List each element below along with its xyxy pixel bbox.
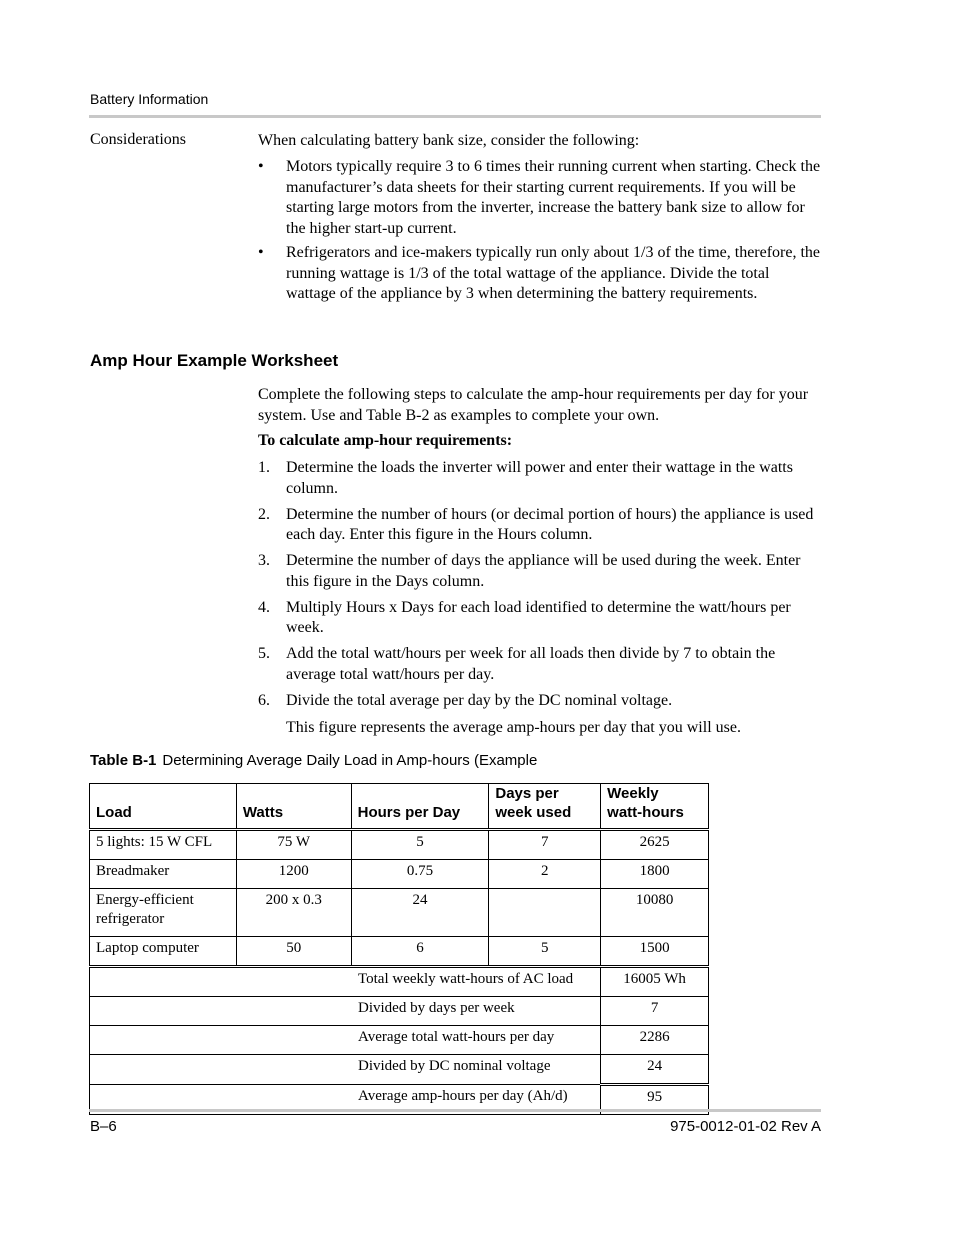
summary-value: 7 [601,997,709,1026]
step-item: 1. Determine the loads the inverter will power and enter their wattage in the watts column. [258,459,793,497]
table-caption [90,752,537,769]
summary-value: 2286 [601,1026,709,1055]
cell-weekly: 1500 [601,937,709,967]
header-rule [89,115,821,118]
summary-label: Divided by DC nominal voltage [90,1055,601,1085]
cell-hours: 6 [351,937,489,967]
step-item: 5. Add the total watt/hours per week for all loads then divide by 7 to obtain the average total watt/hours per day. [258,645,776,683]
step-item: 3. Determine the number of days the appliance will be used during the week. Enter this figure in the Days column. [258,552,801,590]
cell-watts: 1200 [236,860,351,889]
cell-weekly: 2625 [601,830,709,860]
cell-watts: 200 x 0.3 [236,889,351,937]
cell-days: 2 [489,860,601,889]
cell-days: 7 [489,830,601,860]
load-table [89,783,709,1115]
summary-value: 24 [601,1055,709,1085]
running-header: Battery Information [90,91,209,107]
considerations-intro: When calculating battery bank size, consider the following: [258,132,640,149]
considerations-bullets [258,157,821,309]
col-header-days: Days per week used [489,784,601,830]
bullet-item: • Refrigerators and ice-makers typically run only about 1/3 of the time, therefore, the running wattage is 1/3 of the total wattage of the appliance. Divide the total wattage of the appliance by 3 when determining the battery requirements. [258,244,821,302]
cell-days [489,889,601,937]
summary-value: 16005 Wh [601,967,709,997]
cell-hours: 0.75 [351,860,489,889]
cell-hours: 24 [351,889,489,937]
table-row [90,830,709,860]
cell-weekly: 1800 [601,860,709,889]
table-header-row [90,784,709,830]
bullet-item: • Motors typically require 3 to 6 times their running current when starting. Check the manufacturer’s data sheets for their starting current requirements. If you will be starting large motors from the inverter, increase the battery bank size to allow for the higher start-up current. [258,158,821,237]
considerations-label: Considerations [90,131,186,148]
section-heading: Amp Hour Example Worksheet [90,351,339,370]
table-row [90,889,709,937]
table-caption-label: Table B-1 [90,752,157,769]
cell-hours: 5 [351,830,489,860]
table-row [90,937,709,967]
document-number: 975-0012-01-02 Rev A [670,1118,821,1135]
col-header-weekly: Weekly watt-hours [601,784,709,830]
bullet-icon: • [258,158,264,175]
summary-row [90,967,709,997]
table-row [90,860,709,889]
cell-weekly: 10080 [601,889,709,937]
bullet-icon: • [258,244,264,261]
footer-rule [89,1109,821,1112]
summary-label: Divided by days per week [90,997,601,1026]
col-header-watts: Watts [236,784,351,830]
table-caption-text: Determining Average Daily Load in Amp-hours (Example [162,752,538,769]
step-item: 2. Determine the number of hours (or decimal portion of hours) the appliance is used each day. Enter this figure in the Hours column. [258,505,814,543]
step-note: This figure represents the average amp-hours per day that you will use. [286,719,741,736]
summary-label: Average amp-hours per day (Ah/d) [90,1085,601,1115]
cell-load: Energy-efficient refrigerator [90,889,237,937]
summary-row [90,1055,709,1085]
procedure-title: To calculate amp-hour requirements: [258,432,513,449]
procedure-steps [258,458,821,717]
cell-watts: 50 [236,937,351,967]
col-header-load: Load [90,784,237,830]
cell-load: 5 lights: 15 W CFL [90,830,237,860]
cell-load: Laptop computer [90,937,237,967]
summary-value: 95 [601,1085,709,1115]
step-item: 6. Divide the total average per day by the DC nominal voltage. [258,691,673,709]
cell-watts: 75 W [236,830,351,860]
page-number: B–6 [90,1118,117,1135]
step-item: 4. Multiply Hours x Days for each load identified to determine the watt/hours per week. [258,598,791,636]
col-header-hours: Hours per Day [351,784,489,830]
summary-row [90,1026,709,1055]
summary-label: Total weekly watt-hours of AC load [90,967,601,997]
summary-row [90,997,709,1026]
cell-load: Breadmaker [90,860,237,889]
worksheet-intro: Complete the following steps to calculate the amp-hour requirements per day for your system. Use and Table B-2 as examples to complete your own. [258,386,809,424]
cell-days: 5 [489,937,601,967]
summary-label: Average total watt-hours per day [90,1026,601,1055]
